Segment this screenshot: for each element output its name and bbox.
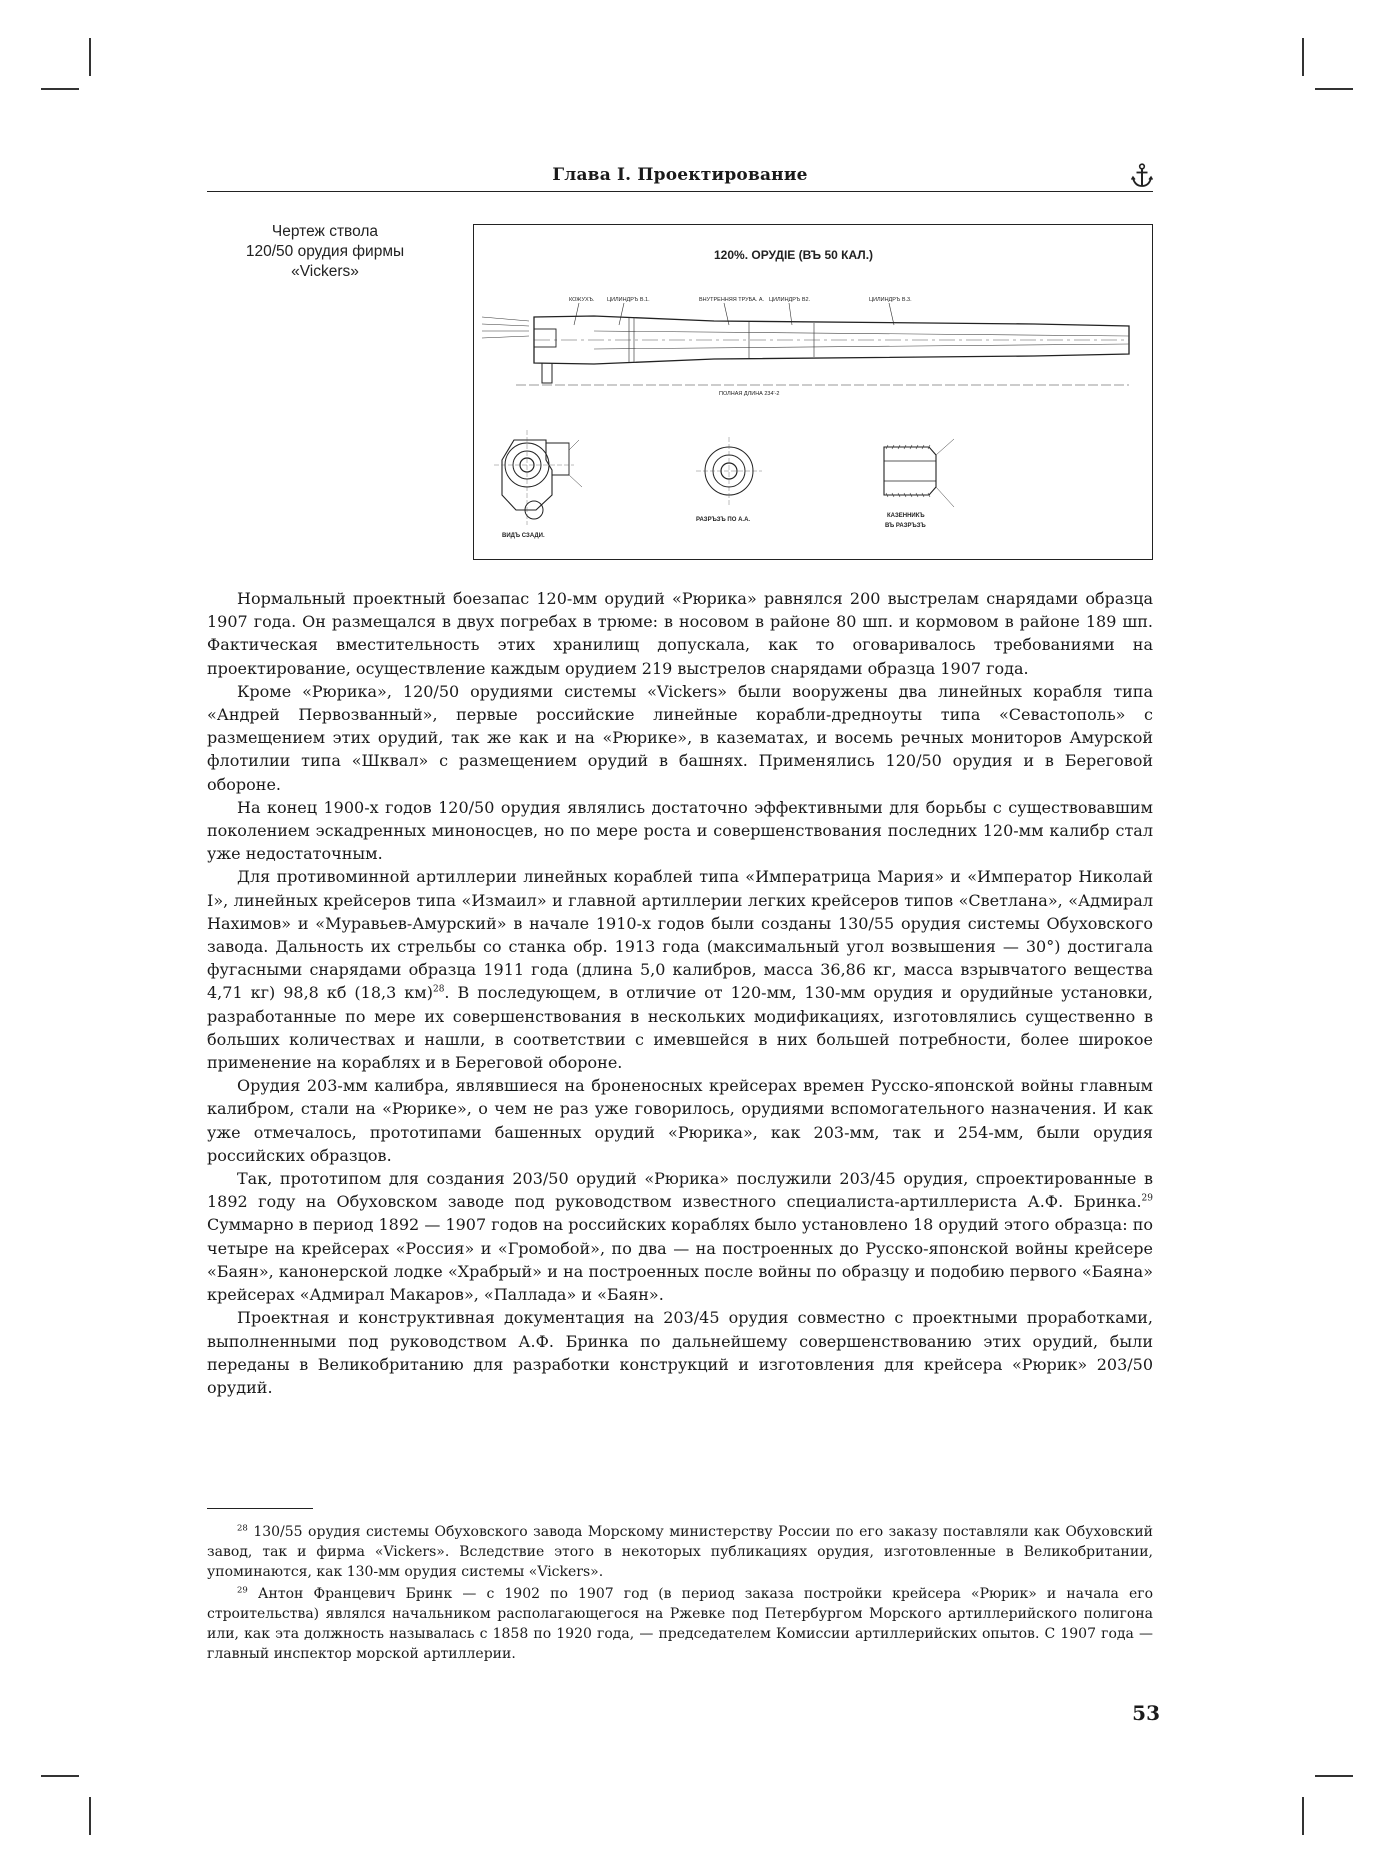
footnote-number: 29 (237, 1585, 248, 1596)
part-label: ЦИЛИНДРЪ В.1. (607, 297, 650, 303)
running-header (207, 163, 1153, 192)
length-label: ПОЛНАЯ ДЛИНА 234'-2 (719, 391, 780, 397)
crop-mark (1302, 1797, 1304, 1835)
figure-caption (230, 222, 420, 282)
paragraph: Нормальный проектный боезапас 120-мм орудий «Рюрика» равнялся 200 выстрелам снарядами образца 1907 года. Он размещался в двух погребах в трюме: в носовом в районе 80 шп. и кормовом в районе 189 шп. Фактическая вместительность этих хранилищ допускала, как то оговаривалось требованиями на проектирование, осуществление каждым орудием 219 выстрелов снарядами образца 1907 года. (207, 589, 1153, 678)
footnote-divider (207, 1508, 313, 1509)
paragraph-text: Для противоминной артиллерии линейных кораблей типа «Императрица Мария» и «Император Николай I», линейных крейсеров типа «Измаил» и главной артиллерии легких крейсеров типов «Светлана», «Адмирал Нахимов» и «Муравьев-Амурский» в начале 1910-х годов были созданы 130/55 орудия системы Обуховского завода. Дальность их стрельбы со станка обр. 1913 года (максимальный угол возвышения — 30°) достигала фугасными снарядами образца 1911 года (длина 5,0 калибров, масса 36,86 кг, масса взрывчатого вещества 4,71 кг) 98,8 кб (18,3 км) (207, 867, 1153, 1003)
paragraph-text: . В последующем, в отличие от 120-мм, 130-мм орудия и орудийные установки, разработанные по мере их совершенствования в нескольких модификациях, изготовлялись существенно в больших количествах и нашли, в соответствии с имевшейся в них большей потребности, более широкое применение на кораблях и в Береговой обороне. (207, 983, 1153, 1073)
caption-line: «Vickers» (291, 263, 359, 280)
paragraph: Проектная и конструктивная документация на 203/45 орудия совместно с проектными проработками, выполненными под руководством А.Ф. Бринка по дальнейшему совершенствованию этих орудий, были переданы в Великобританию для разработки конструкций и изготовления для крейсера «Рюрик» 203/50 орудий. (207, 1308, 1153, 1397)
article-body (207, 587, 1153, 1399)
breech-section-view (884, 439, 954, 529)
crop-mark (1315, 1775, 1353, 1777)
caption-line: 120/50 орудия фирмы (245, 243, 405, 260)
paragraph: Орудия 203-мм калибра, являвшиеся на броненосных крейсерах времен Русско-японской войны главным калибром, стали на «Рюрике», о чем не раз уже говорилось, орудиями вспомогательного назначения. И как уже отмечалось, прототипами башенных орудий «Рюрика», как 203-мм, так и 254-мм, были орудия российских образцов. (207, 1076, 1153, 1165)
crop-mark (89, 38, 91, 76)
view-label: РАЗРЪЗЪ ПО А.А. (696, 517, 751, 523)
paragraph (207, 1167, 1153, 1306)
paragraph: Кроме «Рюрика», 120/50 орудиями системы «Vickers» были вооружены два линейных корабля типа «Андрей Первозванный», первые российские линейные корабли-дредноуты типа «Севастополь» с размещением этих орудий, так же как и на «Рюрике», в казематах, и восемь речных мониторов Амурской флотилии типа «Шквал» с размещением орудий в башнях. Применялись 120/50 орудия и в Береговой обороне. (207, 681, 1153, 794)
part-label: ЦИЛИНДРЪ В.3. (869, 297, 912, 303)
crop-mark (1315, 88, 1353, 90)
footnote (207, 1584, 1153, 1664)
section-view (696, 437, 762, 523)
crop-mark (89, 1797, 91, 1835)
footnote-ref[interactable]: 29 (1141, 1193, 1153, 1204)
footnote-number: 28 (237, 1523, 248, 1534)
view-label: КАЗЕННИКЪ (887, 513, 925, 519)
footnote-text: 130/55 орудия системы Обуховского завода Морскому министерству России по его заказу поставляли как Обуховский завод, так и фирма «Vickers». Вследствие этого в некоторых публикациях орудия, изготовленные в Великобритании, упоминаются, как 130-мм орудия системы «Vickers». (207, 1524, 1153, 1580)
footnotes (207, 1522, 1153, 1666)
view-label: ВЪ РАЗРЪЗЪ (885, 523, 926, 529)
part-label: ЦИЛИНДРЪ В2. (769, 297, 811, 303)
part-label: КОЖУХЪ. (569, 297, 595, 303)
paragraph: На конец 1900-х годов 120/50 орудия являлись достаточно эффективными для борьбы с существовавшим поколением эскадренных миноносцев, но по мере роста и совершенствования последних 120-мм калибр стал уже недостаточным. (207, 797, 1153, 864)
caption-line: Чертеж ствола (271, 223, 379, 240)
drawing-title: 120%. ОРУДІЕ (ВЪ 50 КАЛ.) (714, 248, 874, 262)
crop-mark (41, 88, 79, 90)
part-label: ВНУТРЕННЯЯ ТРУБА. А. (699, 297, 765, 303)
crop-mark (41, 1775, 79, 1777)
page-number: 53 (1132, 1701, 1160, 1725)
rear-view (494, 430, 582, 539)
crop-mark (1302, 38, 1304, 76)
view-label: ВИДЪ СЗАДИ. (502, 533, 545, 539)
anchor-icon (1131, 163, 1153, 189)
paragraph (207, 865, 1153, 1074)
paragraph-text: Суммарно в период 1892 — 1907 годов на российских кораблях было установлено 18 орудий этого образца: по четыре на крейсерах «Россия» и «Громобой», по два — на построенных до Русско-японской войны крейсере «Баян», канонерской лодке «Храбрый» и на построенных после войны по образцу и подобию первого «Баяна» крейсерах «Адмирал Макаров», «Паллада» и «Баян». (207, 1215, 1153, 1305)
footnote-text: Антон Францевич Бринк — с 1902 по 1907 год (в период заказа постройки крейсера «Рюрик» и начала его строительства) являлся начальником располагающегося на Ржевке под Петербургом Морского артиллерийского полигона или, как эта должность называлась с 1858 по 1920 года, — председателем Комиссии артиллерийских опытов. С 1907 года — главный инспектор морской артиллерии. (207, 1586, 1153, 1662)
gun-barrel-drawing (473, 224, 1153, 560)
chapter-title: Глава I. Проектирование (552, 165, 808, 185)
paragraph-text: Так, прототипом для создания 203/50 орудий «Рюрика» послужили 203/45 орудия, спроектированные в 1892 году на Обуховском заводе под руководством известного специалиста-артиллериста А.Ф. Бринка. (207, 1169, 1153, 1212)
footnote (207, 1522, 1153, 1582)
footnote-ref[interactable]: 28 (432, 985, 445, 996)
